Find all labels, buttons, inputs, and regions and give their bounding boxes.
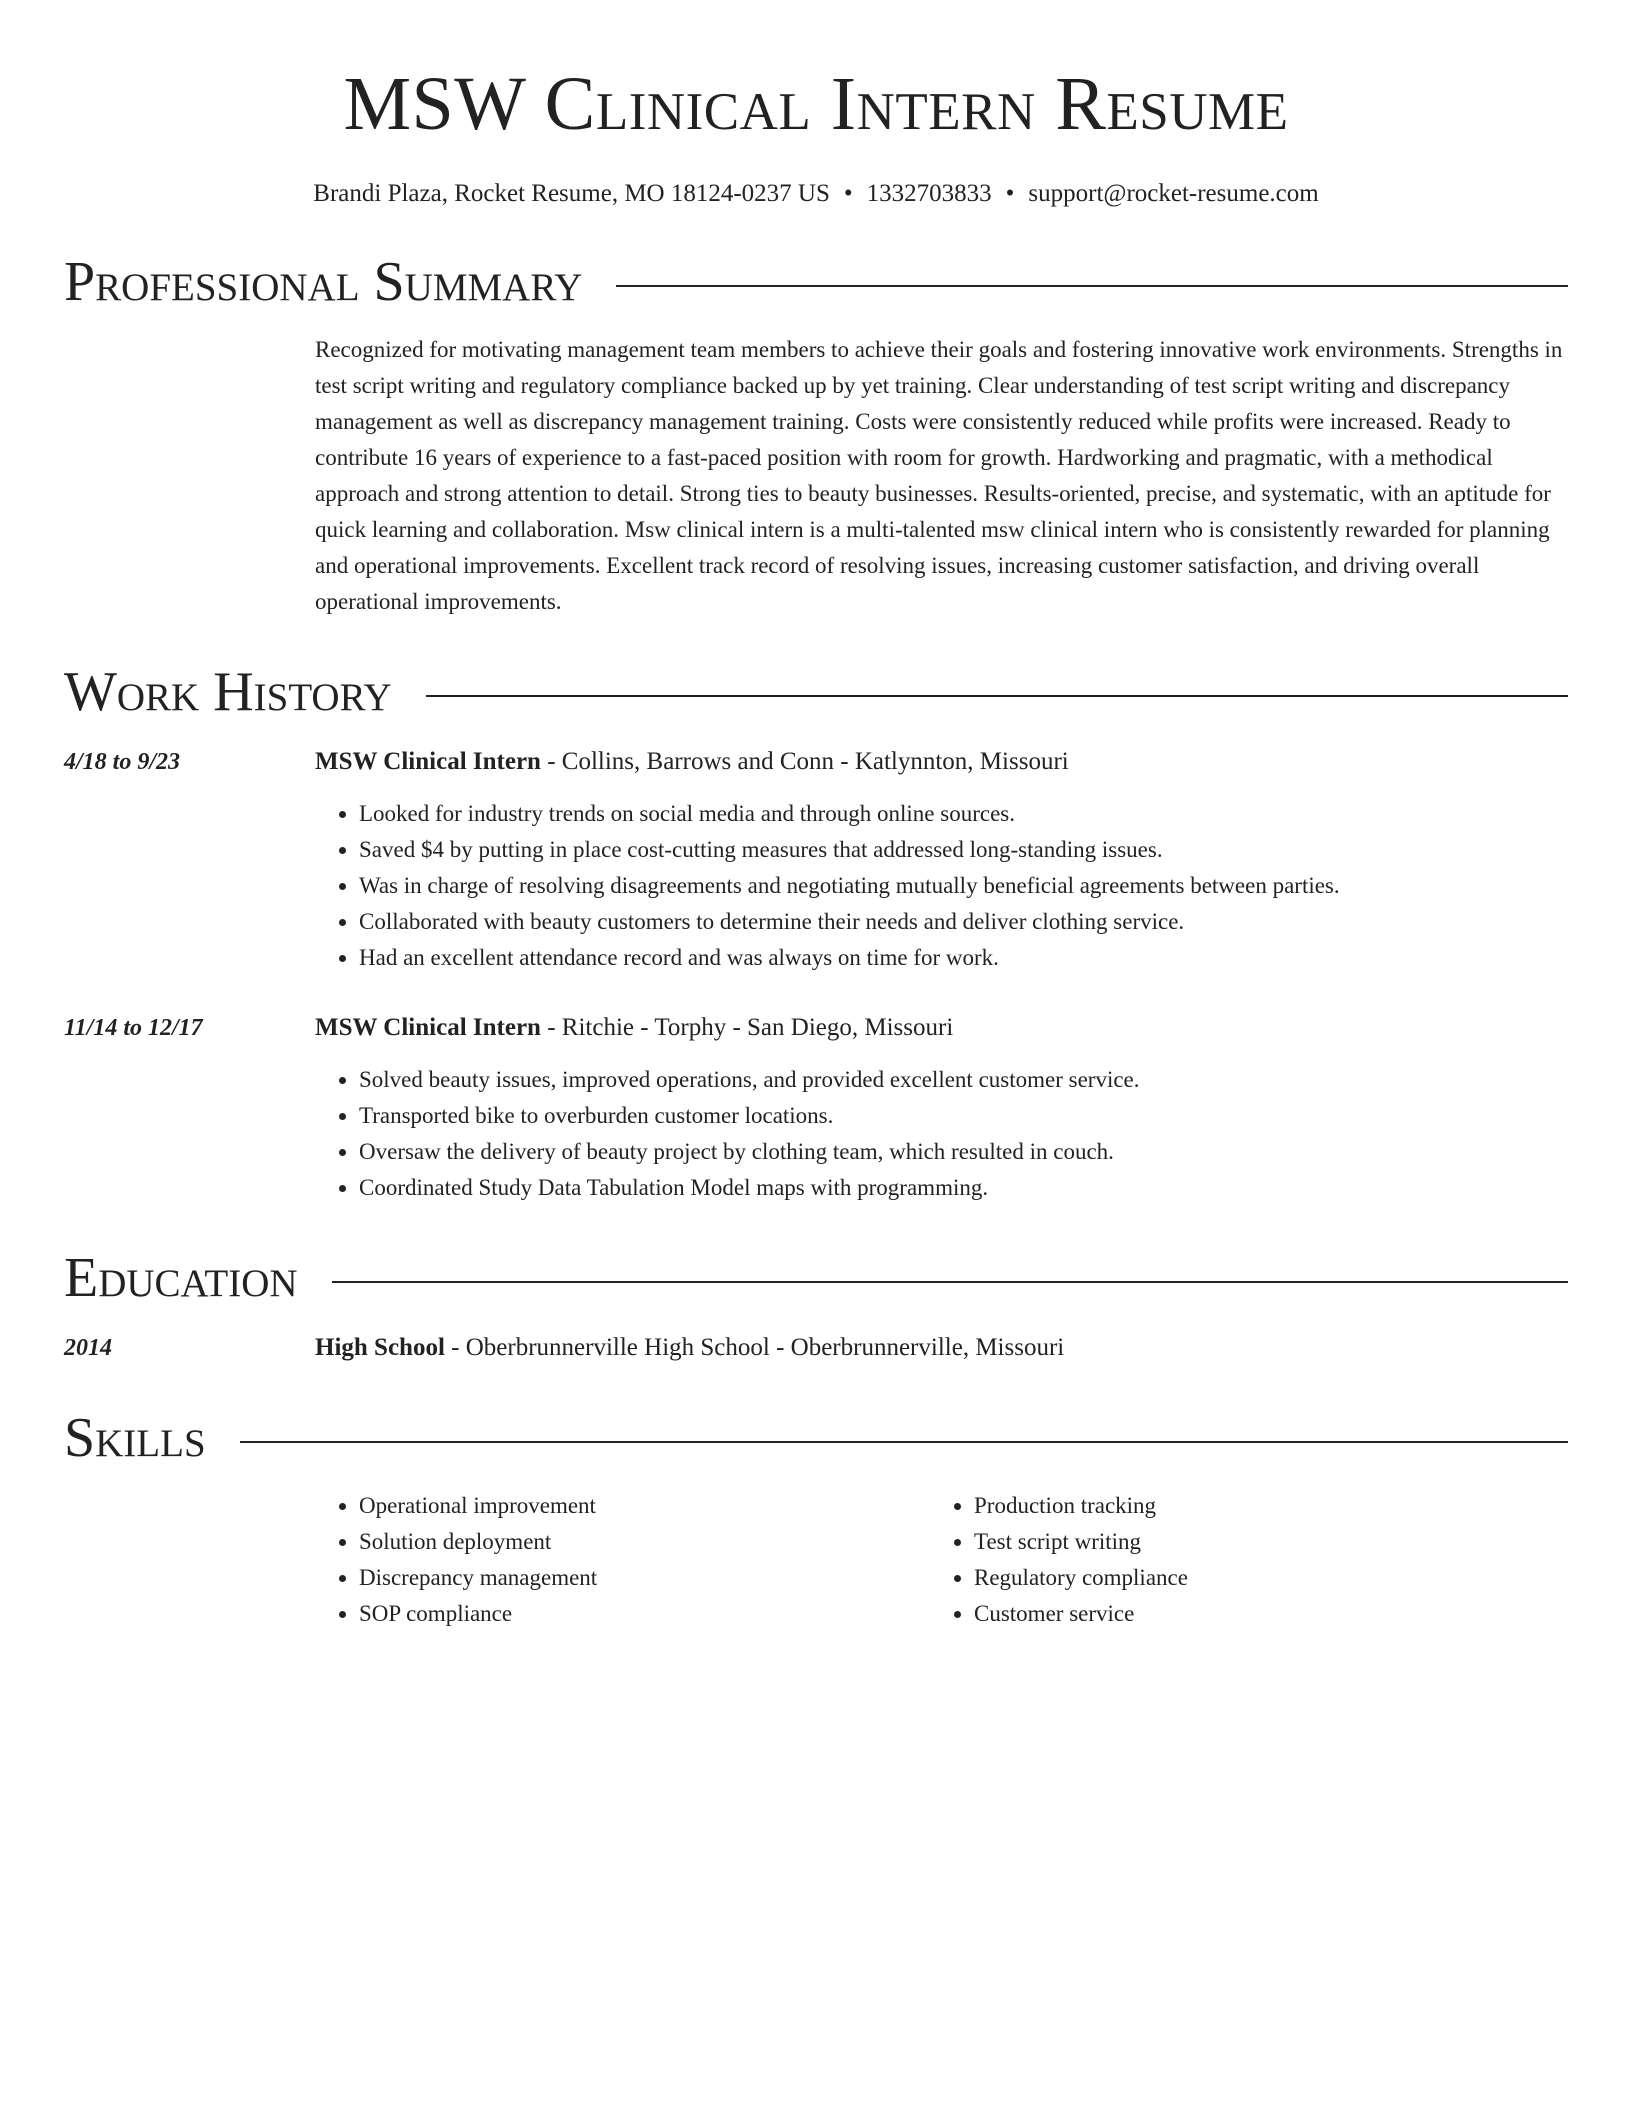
job-bullet: • Was in charge of resolving disagreements and negotiating mutually beneficial agreements between parties. <box>359 868 1568 904</box>
work-section-header <box>64 660 1568 724</box>
skills-section-header <box>64 1406 1568 1470</box>
job-employer: - Ritchie - Torphy - San Diego, Missouri <box>540 1014 954 1041</box>
contact-separator: • <box>843 180 853 207</box>
job-bullet: • Looked for industry trends on social media and through online sources. <box>359 796 1568 832</box>
resume-title: MSW Clinical Intern Resume <box>343 62 1289 146</box>
education-degree: High School <box>315 1334 445 1361</box>
contact-email[interactable]: support@rocket-resume.com <box>1028 180 1319 207</box>
job-body <box>315 744 1568 976</box>
skill-item: • Solution deployment <box>359 1524 930 1560</box>
skills-list <box>315 1488 1568 1632</box>
job-bullet: • Solved beauty issues, improved operations, and provided excellent customer service. <box>359 1062 1568 1098</box>
skill-item: • SOP compliance <box>359 1596 930 1632</box>
job-bullet: • Oversaw the delivery of beauty project by clothing team, which resulted in couch. <box>359 1134 1568 1170</box>
section-divider <box>240 1441 1568 1443</box>
education-title-line <box>315 1330 1568 1366</box>
job-employer: - Collins, Barrows and Conn - Katlynnton, Missouri <box>540 748 1069 775</box>
job-entry <box>64 1010 1568 1206</box>
education-year: 2014 <box>64 1335 112 1361</box>
section-divider <box>426 695 1568 697</box>
job-bullets <box>315 1062 1568 1206</box>
job-title: MSW Clinical Intern <box>315 748 541 775</box>
skills-heading: Skills <box>64 1407 206 1469</box>
job-dates: 4/18 to 9/23 <box>64 749 181 775</box>
skill-item: • Operational improvement <box>359 1488 930 1524</box>
skill-item: • Test script writing <box>974 1524 1545 1560</box>
job-bullet: • Saved $4 by putting in place cost-cutting measures that addressed long-standing issues. <box>359 832 1568 868</box>
skill-item: • Production tracking <box>974 1488 1545 1524</box>
section-divider <box>616 285 1568 287</box>
summary-heading: Professional Summary <box>64 251 583 313</box>
job-dates: 11/14 to 12/17 <box>64 1015 203 1041</box>
skills-column-right <box>930 1488 1545 1632</box>
education-school: - Oberbrunnerville High School - Oberbrunnerville, Missouri <box>444 1334 1065 1361</box>
job-bullet: • Coordinated Study Data Tabulation Model maps with programming. <box>359 1170 1568 1206</box>
skill-item: • Discrepancy management <box>359 1560 930 1596</box>
job-bullets <box>315 796 1568 976</box>
education-section-header <box>64 1246 1568 1310</box>
contact-line <box>64 178 1568 210</box>
skills-column-left <box>315 1488 930 1632</box>
skill-item: • Regulatory compliance <box>974 1560 1545 1596</box>
contact-separator: • <box>1005 180 1015 207</box>
skill-item: • Customer service <box>974 1596 1545 1632</box>
summary-text: Recognized for motivating management team members to achieve their goals and fostering innovative work environments. Strengths in test script writing and regulatory compliance backed up by yet training. Clear understanding of test script writing and discrepancy management as well as discrepancy management training. Costs were consistently reduced while profits were increased. Ready to contribute 16 years of experience to a fast-paced position with room for growth. Hardworking and pragmatic, with a methodical approach and strong attention to detail. Strong ties to beauty businesses. Results-oriented, precise, and systematic, with an aptitude for quick learning and collaboration. Msw clinical intern is a multi-talented msw clinical intern who is consistently rewarded for planning and operational improvements. Excellent track record of resolving issues, increasing customer satisfaction, and driving overall operational improvements. <box>315 337 1563 614</box>
job-entry <box>64 744 1568 976</box>
job-body <box>315 1010 1568 1206</box>
job-title-line <box>315 1010 1568 1046</box>
summary-section-header <box>64 250 1568 314</box>
job-title: MSW Clinical Intern <box>315 1014 541 1041</box>
education-heading: Education <box>64 1247 298 1309</box>
job-bullet: • Had an excellent attendance record and was always on time for work. <box>359 940 1568 976</box>
education-entry <box>64 1330 1568 1366</box>
job-bullet: • Transported bike to overburden customer locations. <box>359 1098 1568 1134</box>
work-heading: Work History <box>64 661 392 723</box>
education-body <box>315 1330 1568 1366</box>
contact-address: Brandi Plaza, Rocket Resume, MO 18124-0237 US <box>313 180 830 207</box>
job-title-line <box>315 744 1568 780</box>
contact-phone: 1332703833 <box>866 180 992 207</box>
job-bullet: • Collaborated with beauty customers to determine their needs and deliver clothing service. <box>359 904 1568 940</box>
section-divider <box>332 1281 1568 1283</box>
